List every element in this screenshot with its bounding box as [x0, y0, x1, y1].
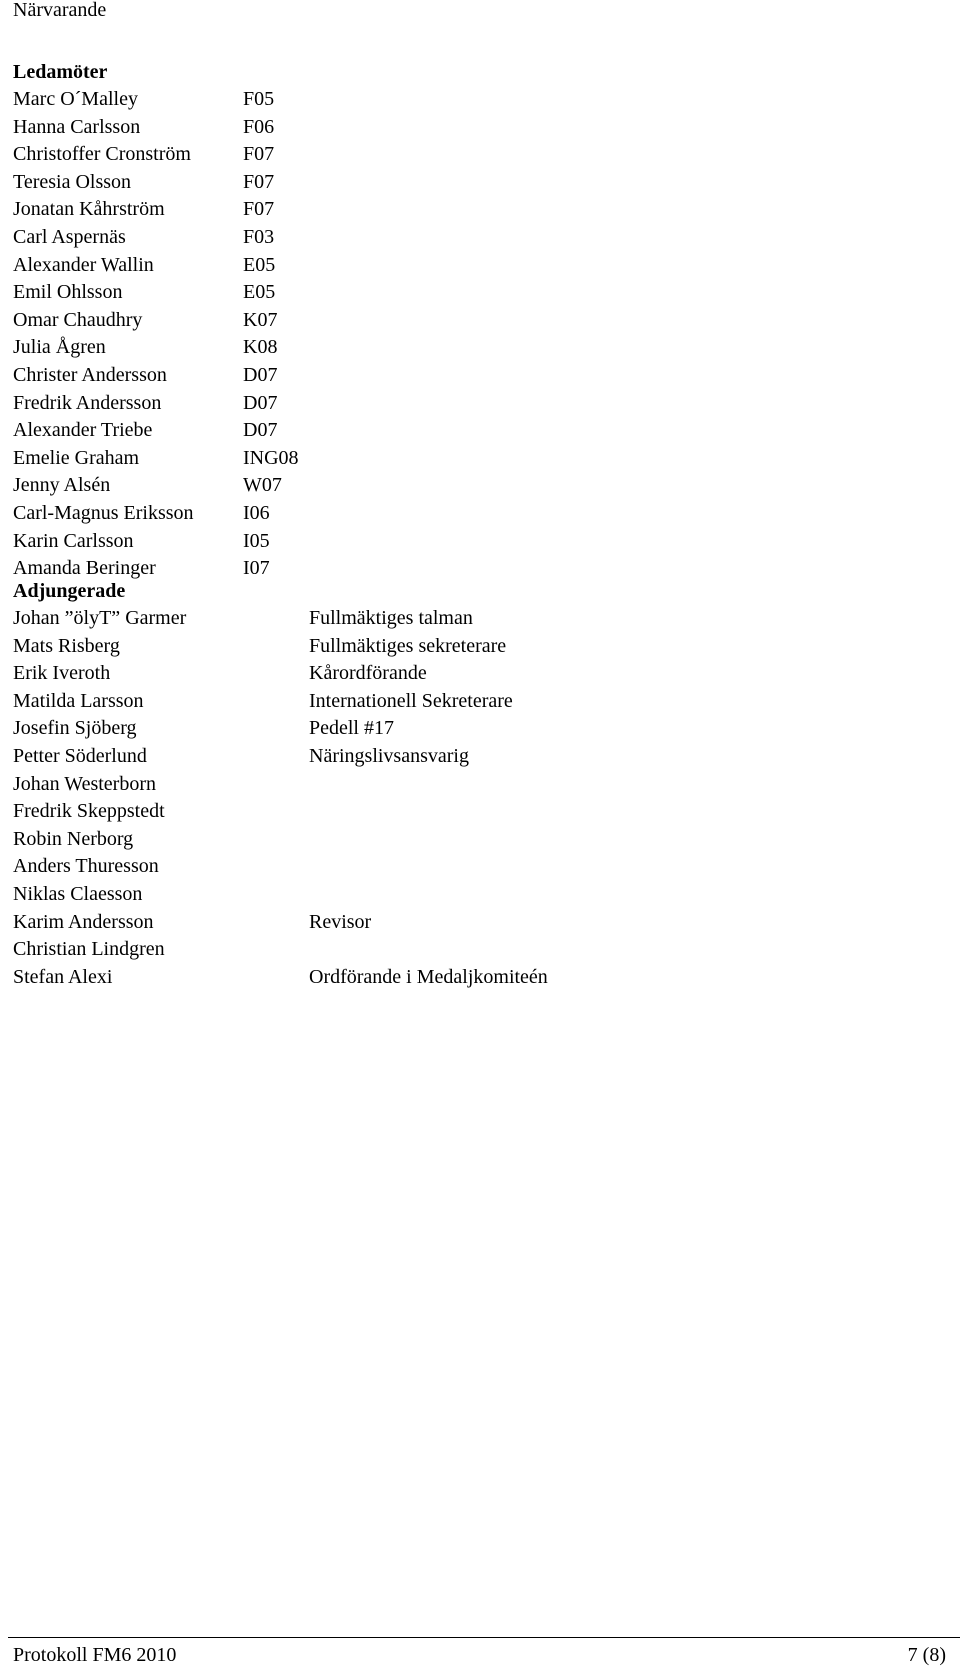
adjunct-role: Ordförande i Medaljkomiteén [309, 965, 548, 988]
list-item [13, 715, 394, 743]
adjunct-name: Robin Nerborg [13, 827, 134, 850]
list-item [13, 798, 186, 826]
member-code: D07 [243, 363, 278, 386]
adjunct-role: Pedell #17 [309, 717, 394, 740]
list-item [13, 390, 278, 418]
member-name: Emelie Graham [13, 446, 140, 469]
list-item [13, 881, 186, 909]
list-item [13, 362, 278, 390]
member-name: Hanna Carlsson [13, 115, 141, 138]
member-code: W07 [243, 474, 282, 497]
list-item [13, 853, 186, 881]
adjunct-name: Petter Söderlund [13, 744, 147, 767]
member-name: Teresia Olsson [13, 170, 132, 193]
member-code: E05 [243, 281, 276, 304]
list-item [13, 909, 372, 937]
list-item [13, 936, 186, 964]
list-item [13, 445, 299, 473]
adjunct-name: Mats Risberg [13, 634, 120, 657]
list-item [13, 688, 513, 716]
member-name: Christer Andersson [13, 363, 167, 386]
list-item [13, 743, 469, 771]
list-item [13, 141, 275, 169]
member-code: F03 [243, 225, 275, 248]
member-name: Fredrik Andersson [13, 391, 162, 414]
adjunct-role: Revisor [309, 910, 372, 933]
list-item [13, 660, 427, 688]
member-name: Jonatan Kåhrström [13, 198, 165, 221]
member-name: Karin Carlsson [13, 529, 134, 552]
list-item [13, 472, 282, 500]
adjunct-name: Christian Lindgren [13, 938, 165, 961]
adjunct-role: Fullmäktiges sekreterare [309, 634, 507, 657]
member-code: D07 [243, 391, 278, 414]
members-title: Ledamöter [13, 61, 108, 83]
members-section [13, 58, 299, 583]
adjunct-name: Johan Westerborn [13, 772, 156, 795]
member-code: F07 [243, 198, 275, 221]
member-name: Amanda Beringer [13, 557, 156, 580]
member-code: F07 [243, 143, 275, 166]
member-code: I06 [243, 501, 270, 524]
list-item [13, 169, 275, 197]
adjuncts-list [13, 605, 548, 991]
member-code: F05 [243, 88, 275, 110]
member-name: Alexander Wallin [13, 253, 154, 276]
member-code: F06 [243, 115, 275, 138]
list-item [13, 252, 276, 280]
adjunct-name: Josefin Sjöberg [13, 717, 137, 740]
member-name: Marc O´Malley [13, 88, 138, 110]
adjunct-role: Fullmäktiges talman [309, 607, 473, 629]
list-item [13, 279, 276, 307]
member-name: Christoffer Cronström [13, 143, 191, 166]
member-code: ING08 [243, 446, 299, 469]
list-item [13, 528, 270, 556]
footer-document-title: Protokoll FM6 2010 [13, 1644, 177, 1666]
list-item [13, 964, 548, 992]
member-code: I05 [243, 529, 270, 552]
member-name: Alexander Triebe [13, 419, 153, 442]
list-item [13, 224, 275, 252]
member-name: Carl-Magnus Eriksson [13, 501, 194, 524]
list-item [13, 633, 507, 661]
list-item [13, 605, 473, 633]
list-item [13, 771, 186, 799]
adjunct-name: Matilda Larsson [13, 689, 144, 712]
member-code: K08 [243, 336, 278, 359]
adjunct-role: Näringslivsansvarig [309, 744, 469, 767]
list-item [13, 500, 270, 528]
list-item [13, 307, 278, 335]
list-item [13, 826, 186, 854]
list-item [13, 196, 275, 224]
list-item [13, 417, 278, 445]
member-name: Omar Chaudhry [13, 308, 143, 331]
member-code: F07 [243, 170, 275, 193]
adjunct-name: Karim Andersson [13, 910, 154, 933]
adjunct-name: Niklas Claesson [13, 882, 143, 905]
member-name: Julia Ågren [13, 336, 106, 359]
member-code: I07 [243, 557, 270, 580]
page-heading: Närvarande [13, 0, 107, 21]
adjuncts-title: Adjungerade [13, 580, 126, 602]
footer-page-number: 7 (8) [907, 1644, 946, 1666]
adjunct-role: Internationell Sekreterare [309, 689, 513, 712]
list-item [13, 334, 278, 362]
list-item [13, 86, 275, 114]
adjunct-name: Stefan Alexi [13, 965, 113, 988]
member-name: Emil Ohlsson [13, 281, 123, 304]
member-code: D07 [243, 419, 278, 442]
adjunct-name: Fredrik Skeppstedt [13, 800, 165, 823]
member-code: K07 [243, 308, 278, 331]
member-name: Carl Aspernäs [13, 225, 126, 248]
adjunct-name: Johan ”ölyT” Garmer [13, 607, 187, 629]
adjuncts-section [13, 577, 548, 991]
list-item [13, 114, 275, 142]
members-list [13, 86, 299, 583]
footer-divider [8, 1637, 960, 1638]
member-name: Jenny Alsén [13, 474, 111, 497]
adjunct-name: Anders Thuresson [13, 855, 159, 878]
adjunct-name: Erik Iveroth [13, 662, 111, 685]
member-code: E05 [243, 253, 276, 276]
adjunct-role: Kårordförande [309, 662, 427, 685]
